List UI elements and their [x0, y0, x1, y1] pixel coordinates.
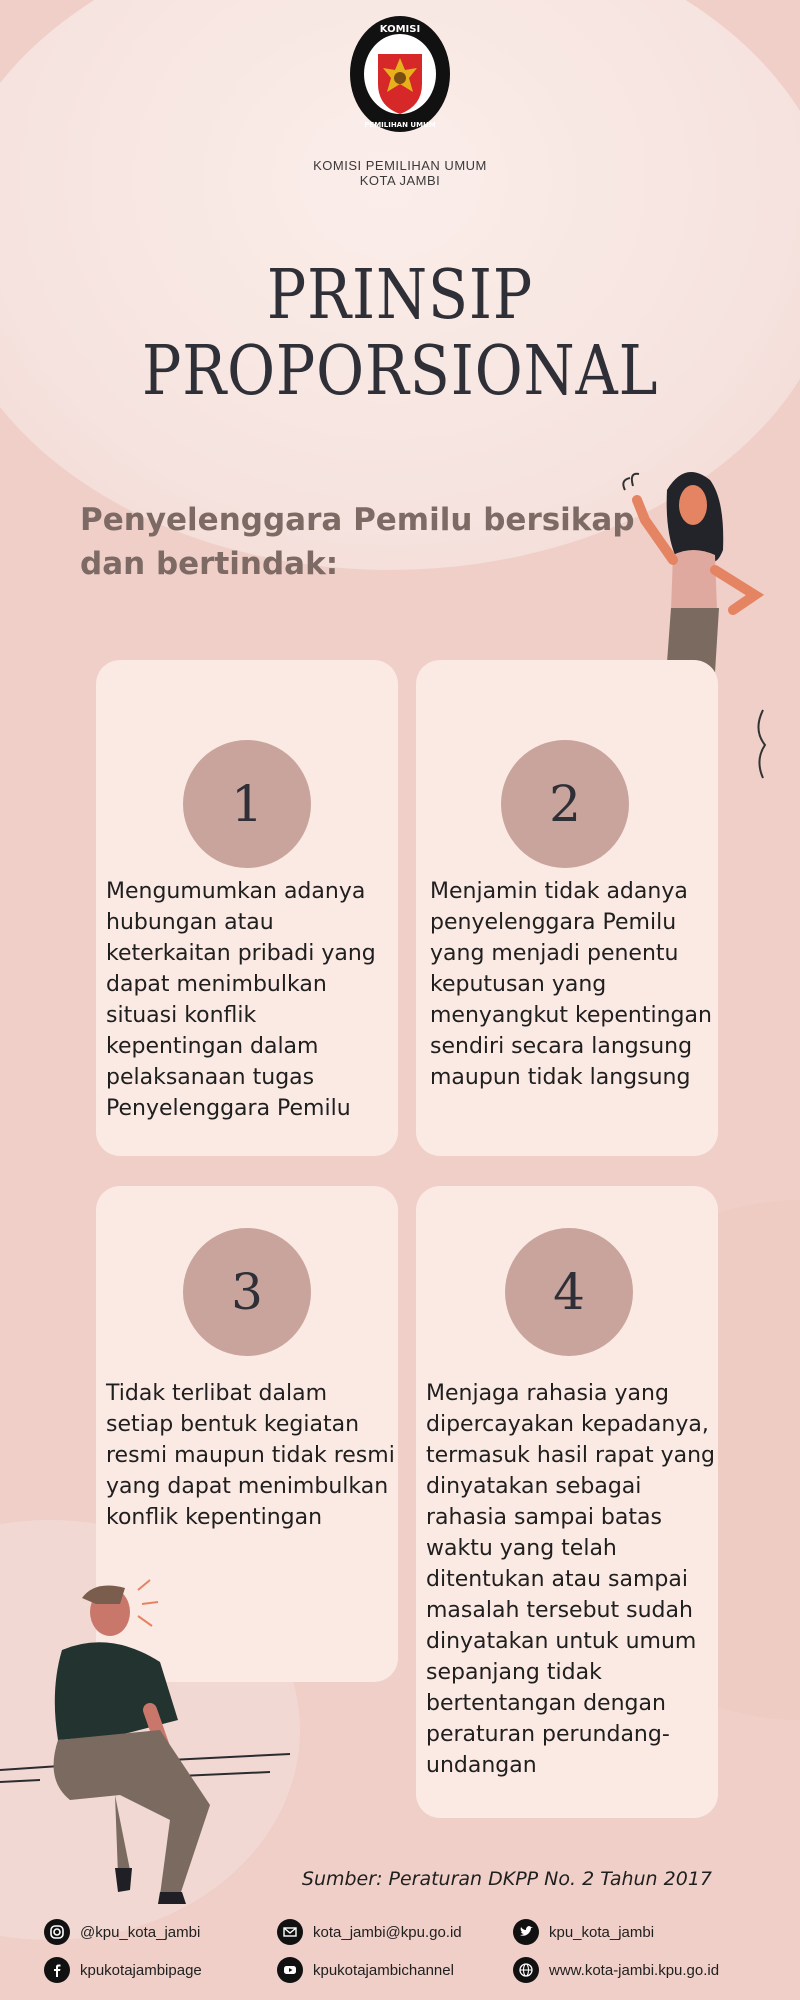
- card-4-text: Menjaga rahasia yang dipercayakan kepadanya, termasuk hasil rapat yang dinyatakan sebagai rahasia sampai batas waktu yang telah ditentukan atau sampai masalah tersebut sudah dinyatakan untuk umum sepanjang tidak bertentangan dengan peraturan perundang-undangan: [426, 1381, 715, 1778]
- number-circle-1: 1: [183, 740, 311, 868]
- title-line-1: PRINSIP: [266, 256, 534, 335]
- title-line-2: PROPORSIONAL: [142, 332, 659, 411]
- source-note: Sumber: Peraturan DKPP No. 2 Tahun 2017: [301, 1868, 712, 1890]
- card-4: [416, 1186, 718, 1818]
- subtitle-line-2: dan bertindak:: [80, 546, 339, 582]
- instagram-label: @kpu_kota_jambi: [80, 1923, 201, 1941]
- social-email[interactable]: [277, 1919, 462, 1945]
- youtube-label: kpukotajambichannel: [313, 1961, 454, 1979]
- facebook-icon: [44, 1957, 70, 1983]
- social-twitter[interactable]: [513, 1919, 654, 1945]
- org-line-1: KOMISI PEMILIHAN UMUM: [313, 158, 487, 173]
- social-facebook[interactable]: [44, 1957, 202, 1983]
- man-illustration: [0, 1570, 300, 1920]
- organization-name: [250, 158, 550, 188]
- website-label: www.kota-jambi.kpu.go.id: [549, 1961, 720, 1979]
- instagram-icon: [44, 1919, 70, 1945]
- email-icon: [277, 1919, 303, 1945]
- social-instagram[interactable]: [44, 1919, 200, 1945]
- email-label: kota_jambi@kpu.go.id: [313, 1923, 462, 1941]
- social-website[interactable]: [513, 1957, 719, 1983]
- page-title: [142, 258, 658, 410]
- card-1: [96, 660, 398, 1156]
- youtube-icon: [277, 1957, 303, 1983]
- card-2-text: Menjamin tidak adanya penyelenggara Pemilu yang menjadi penentu keputusan yang menyangkut kepentingan sendiri secara langsung maupun tidak langsung: [430, 879, 712, 1090]
- subtitle-line-1: Penyelenggara Pemilu bersikap: [80, 502, 635, 538]
- subtitle: [80, 498, 640, 586]
- social-youtube[interactable]: [277, 1957, 454, 1983]
- facebook-label: kpukotajambipage: [80, 1961, 202, 1979]
- twitter-label: kpu_kota_jambi: [549, 1923, 655, 1941]
- card-3-text: Tidak terlibat dalam setiap bentuk kegiatan resmi maupun tidak resmi yang dapat menimbulkan konflik kepentingan: [106, 1381, 395, 1530]
- kpu-logo: [347, 14, 453, 134]
- svg-text:KOMISI: KOMISI: [379, 24, 421, 35]
- number-circle-4: 4: [505, 1228, 633, 1356]
- globe-icon: [513, 1957, 539, 1983]
- card-2: [416, 660, 718, 1156]
- twitter-icon: [513, 1919, 539, 1945]
- org-line-2: KOTA JAMBI: [359, 173, 441, 188]
- svg-text:PEMILIHAN UMUM: PEMILIHAN UMUM: [364, 121, 436, 129]
- number-circle-3: 3: [183, 1228, 311, 1356]
- number-circle-2: 2: [501, 740, 629, 868]
- card-1-text: Mengumumkan adanya hubungan atau keterkaitan pribadi yang dapat menimbulkan situasi konflik kepentingan dalam pelaksanaan tugas Penyelenggara Pemilu: [106, 879, 376, 1121]
